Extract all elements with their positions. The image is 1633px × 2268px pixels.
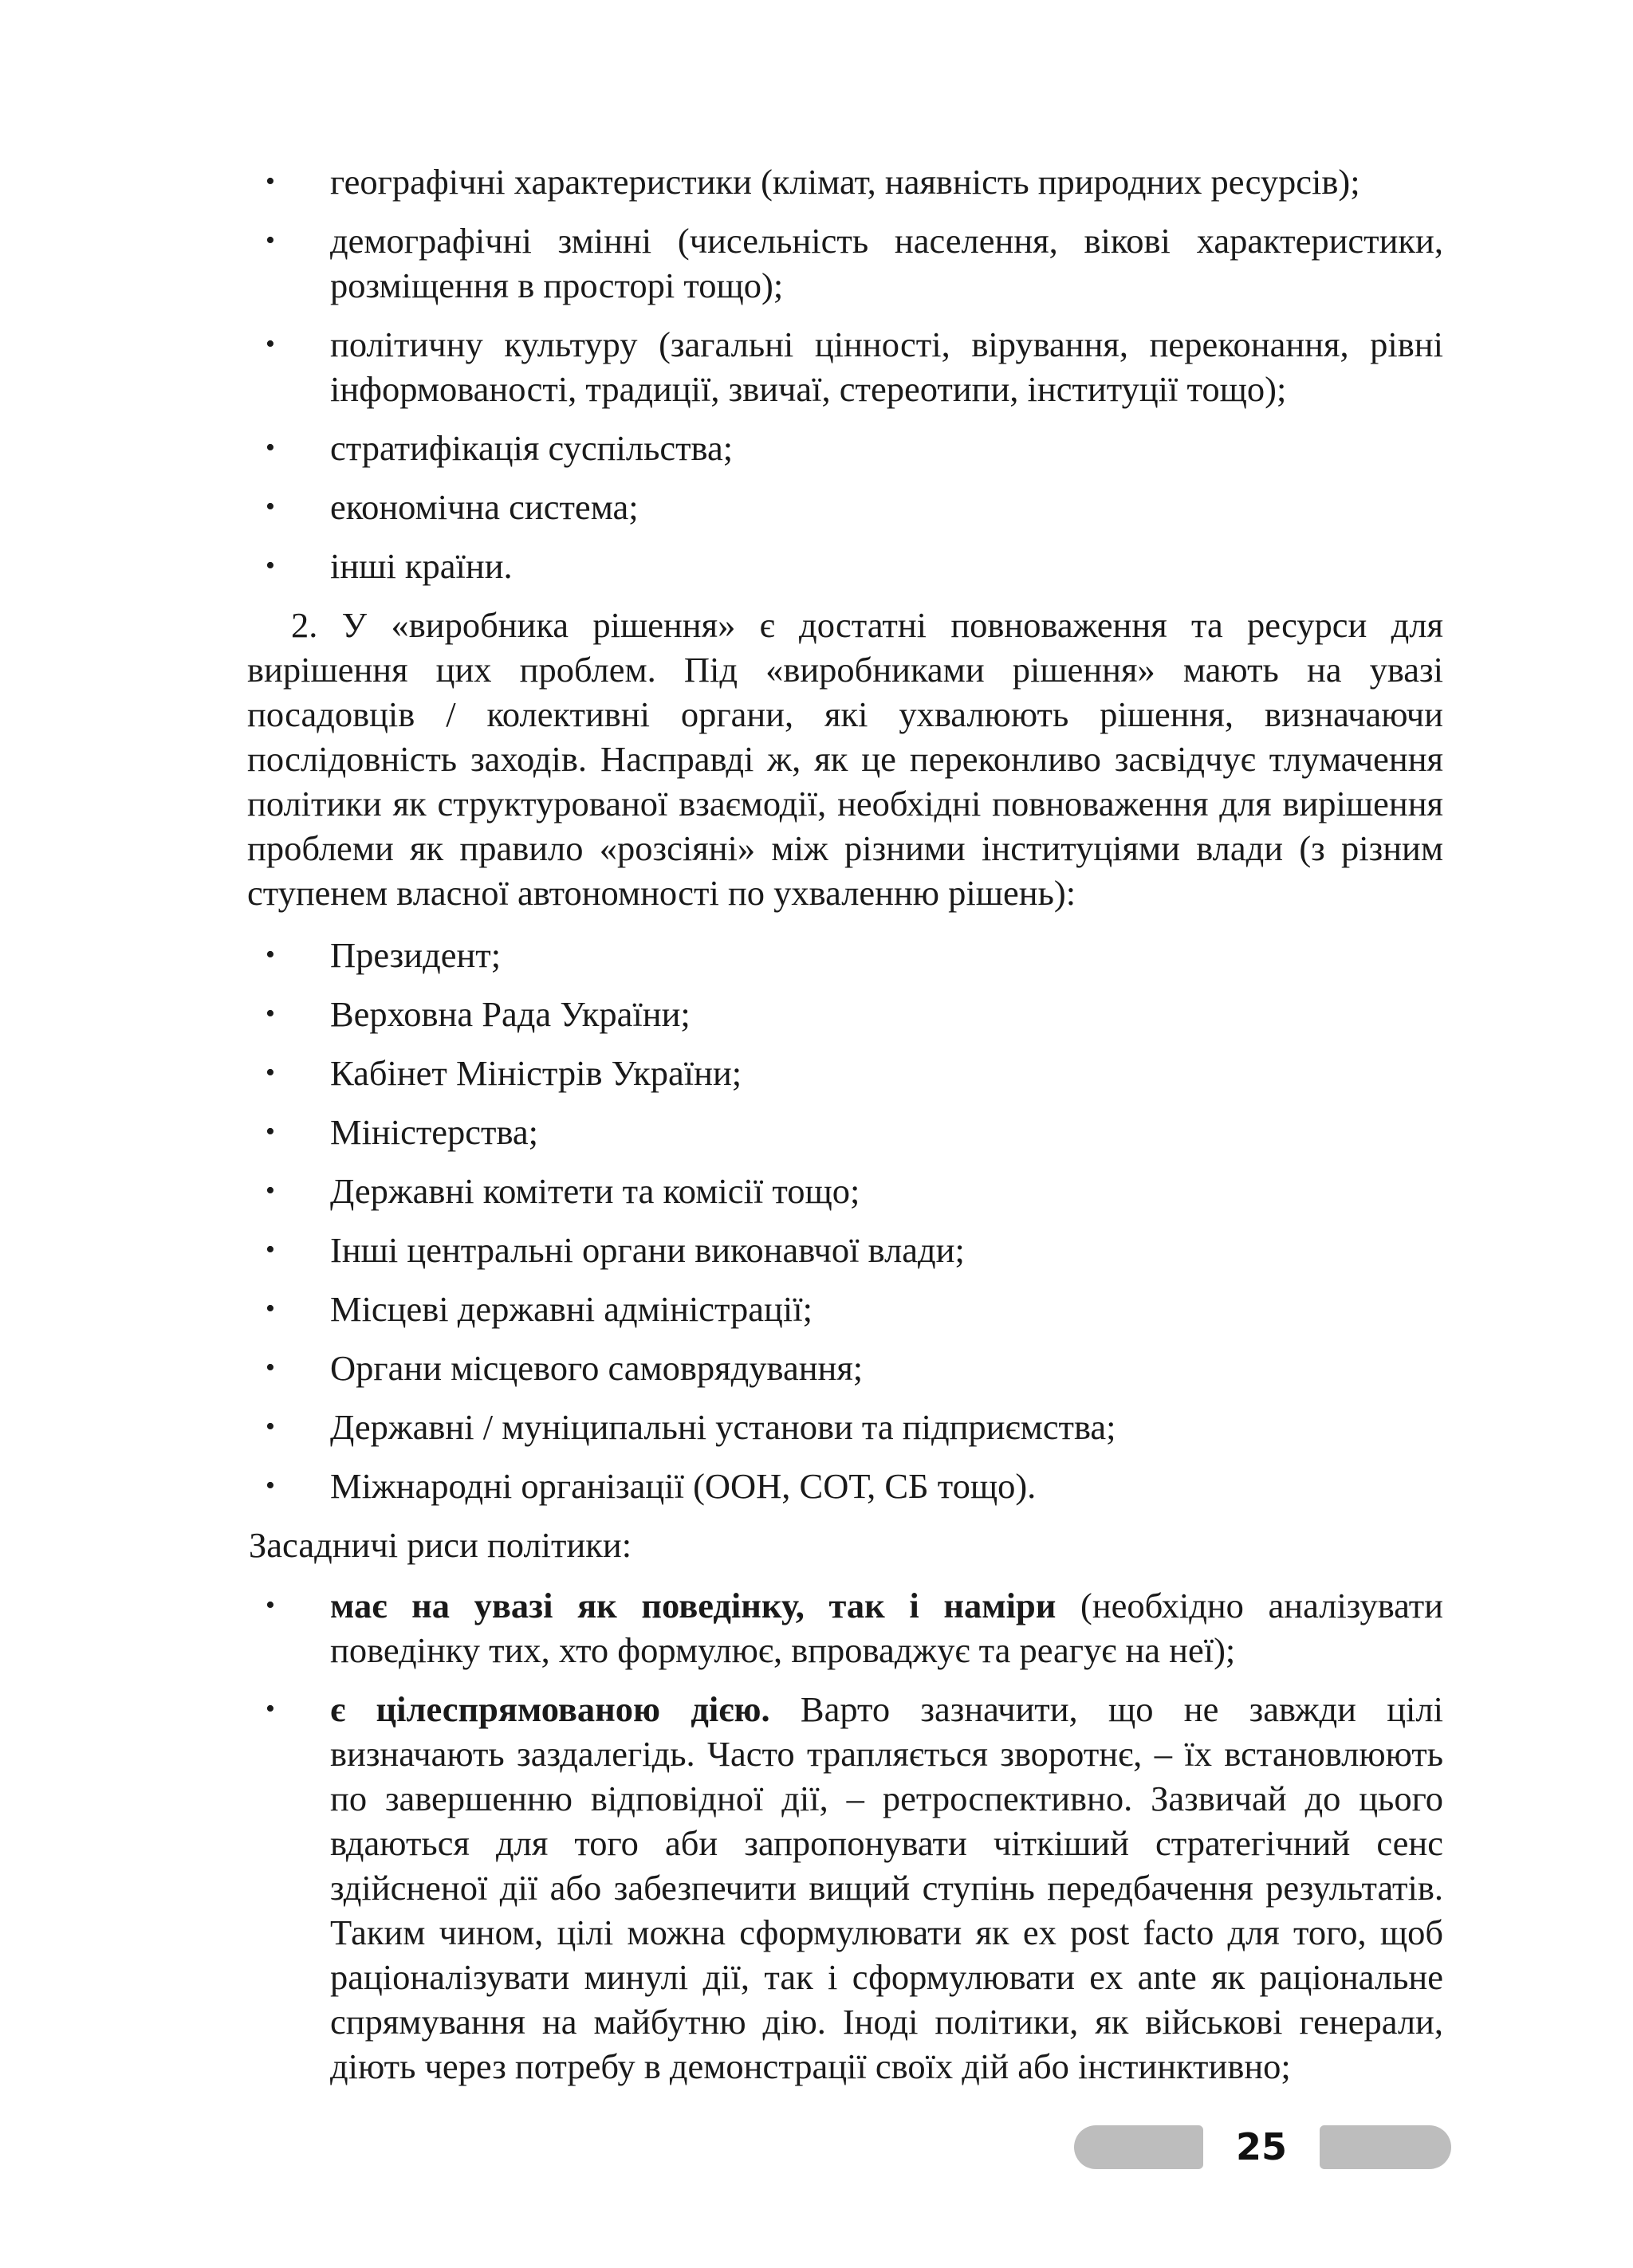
list-item-text: інші країни. — [330, 546, 513, 586]
list-item-text: Верховна Рада України; — [330, 994, 691, 1034]
list-item — [247, 1169, 1443, 1213]
bullet: • — [266, 1176, 275, 1205]
paragraph-2: 2. У «виробника рішення» є достатні повноваження та ресурси для вирішення цих проблем. Під «виробниками рішення» мають на увазі посадовців / колективні органи, які ухвалюють рішення, визначаючи послідовність заходів. Насправді ж, як це переконливо засвідчує тлумачення політики як структурованої взаємодії, необхідні повноваження для вирішення проблеми як правило «розсіяні» між різними інституціями влади (з різним ступенем власної автономності по ухваленню рішень): — [247, 605, 1443, 913]
bullet: • — [266, 1117, 275, 1146]
list-item — [247, 1583, 1443, 1673]
list-item — [247, 1228, 1443, 1272]
page-number: 25 — [1235, 2125, 1287, 2168]
bullet: • — [266, 1353, 275, 1382]
list-item — [247, 426, 1443, 470]
list-item-text: Міжнародні організації (ООН, СОТ, СБ тощо). — [330, 1466, 1037, 1506]
list-item-text: Кабінет Міністрів України; — [330, 1053, 742, 1093]
list-item — [247, 1405, 1443, 1449]
list-item — [247, 1287, 1443, 1331]
factors-list — [247, 159, 1443, 588]
list-item — [247, 322, 1443, 411]
list-item-text: політичну культуру (загальні цінності, вірування, переконання, рівні інформованості, традиції, звичаї, стереотипи, інституції тощо); — [330, 324, 1443, 409]
list-item — [247, 933, 1443, 977]
bullet: • — [266, 1694, 275, 1724]
bullet: • — [266, 329, 275, 359]
features-heading: Засадничі риси політики: — [249, 1525, 632, 1565]
list-item-text: економічна система; — [330, 487, 639, 527]
footer-bar-left — [1074, 2125, 1203, 2169]
feature-text: (необхідно аналізувати поведінку тих, хто формулює, впроваджує та реагує на неї); — [330, 1586, 1443, 1670]
feature-text: Варто зазначити, що не завжди цілі визначають заздалегідь. Часто трапляється зворотнє, – їх встановлюють по завершенню відповідної дії, – ретроспективно. Зазвичай до цього вдаються для того аби запропонувати чіткіший стратегічний сенс здійсненої дії або забезпечити вищий ступінь передбачення результатів. Таким чином, цілі можна сформулювати як ex post facto для того, щоб раціоналізувати минулі дії, так і сформулювати ex ante як раціональне спрямування на майбутню дію. Іноді політики, як військові генерали, діють через потребу в демонстрації своїх дій або інстинктивно; — [330, 1689, 1443, 2086]
bullet: • — [266, 1294, 275, 1323]
bullet: • — [266, 1471, 275, 1500]
list-item — [247, 544, 1443, 588]
bullet: • — [266, 167, 275, 196]
bullet: • — [266, 226, 275, 255]
list-item-text: Інші центральні органи виконавчої влади; — [330, 1230, 965, 1270]
bullet: • — [266, 1412, 275, 1441]
list-item-text: Міністерства; — [330, 1112, 539, 1152]
bullet: • — [266, 1058, 275, 1087]
list-item-text: стратифікація суспільства; — [330, 428, 734, 468]
list-item — [247, 1346, 1443, 1390]
list-item-text: географічні характеристики (клімат, наявність природних ресурсів); — [330, 162, 1360, 202]
bullet: • — [266, 999, 275, 1028]
bullet: • — [266, 492, 275, 521]
list-item — [247, 218, 1443, 308]
feature-bold-text: є цілеспрямованою дією. — [330, 1689, 770, 1729]
bullet: • — [266, 1590, 275, 1620]
list-item — [247, 1110, 1443, 1154]
list-item-text: Державні / муніципальні установи та підприємства; — [330, 1407, 1116, 1447]
bullet: • — [266, 433, 275, 462]
feature-bold-text: має на увазі як поведінку, так і наміри — [330, 1586, 1057, 1625]
list-item — [247, 1464, 1443, 1508]
bullet: • — [266, 940, 275, 969]
list-item-text: демографічні змінні (чисельність населення, вікові характеристики, розміщення в просторі тощо); — [330, 221, 1443, 305]
features-list — [247, 1583, 1443, 2089]
list-item-text: Державні комітети та комісії тощо; — [330, 1171, 860, 1211]
list-item-text: Президент; — [330, 935, 502, 975]
list-item — [247, 485, 1443, 529]
bullet: • — [266, 1235, 275, 1264]
page-body — [247, 159, 1443, 2103]
list-item — [247, 1051, 1443, 1095]
list-item — [247, 1687, 1443, 2089]
list-item-text: Органи місцевого самоврядування; — [330, 1348, 864, 1388]
institutions-list — [247, 933, 1443, 1508]
bullet: • — [266, 551, 275, 580]
list-item — [247, 159, 1443, 204]
footer-bar-right — [1320, 2125, 1451, 2169]
list-item-text: Місцеві державні адміністрації; — [330, 1289, 813, 1329]
list-item — [247, 992, 1443, 1036]
